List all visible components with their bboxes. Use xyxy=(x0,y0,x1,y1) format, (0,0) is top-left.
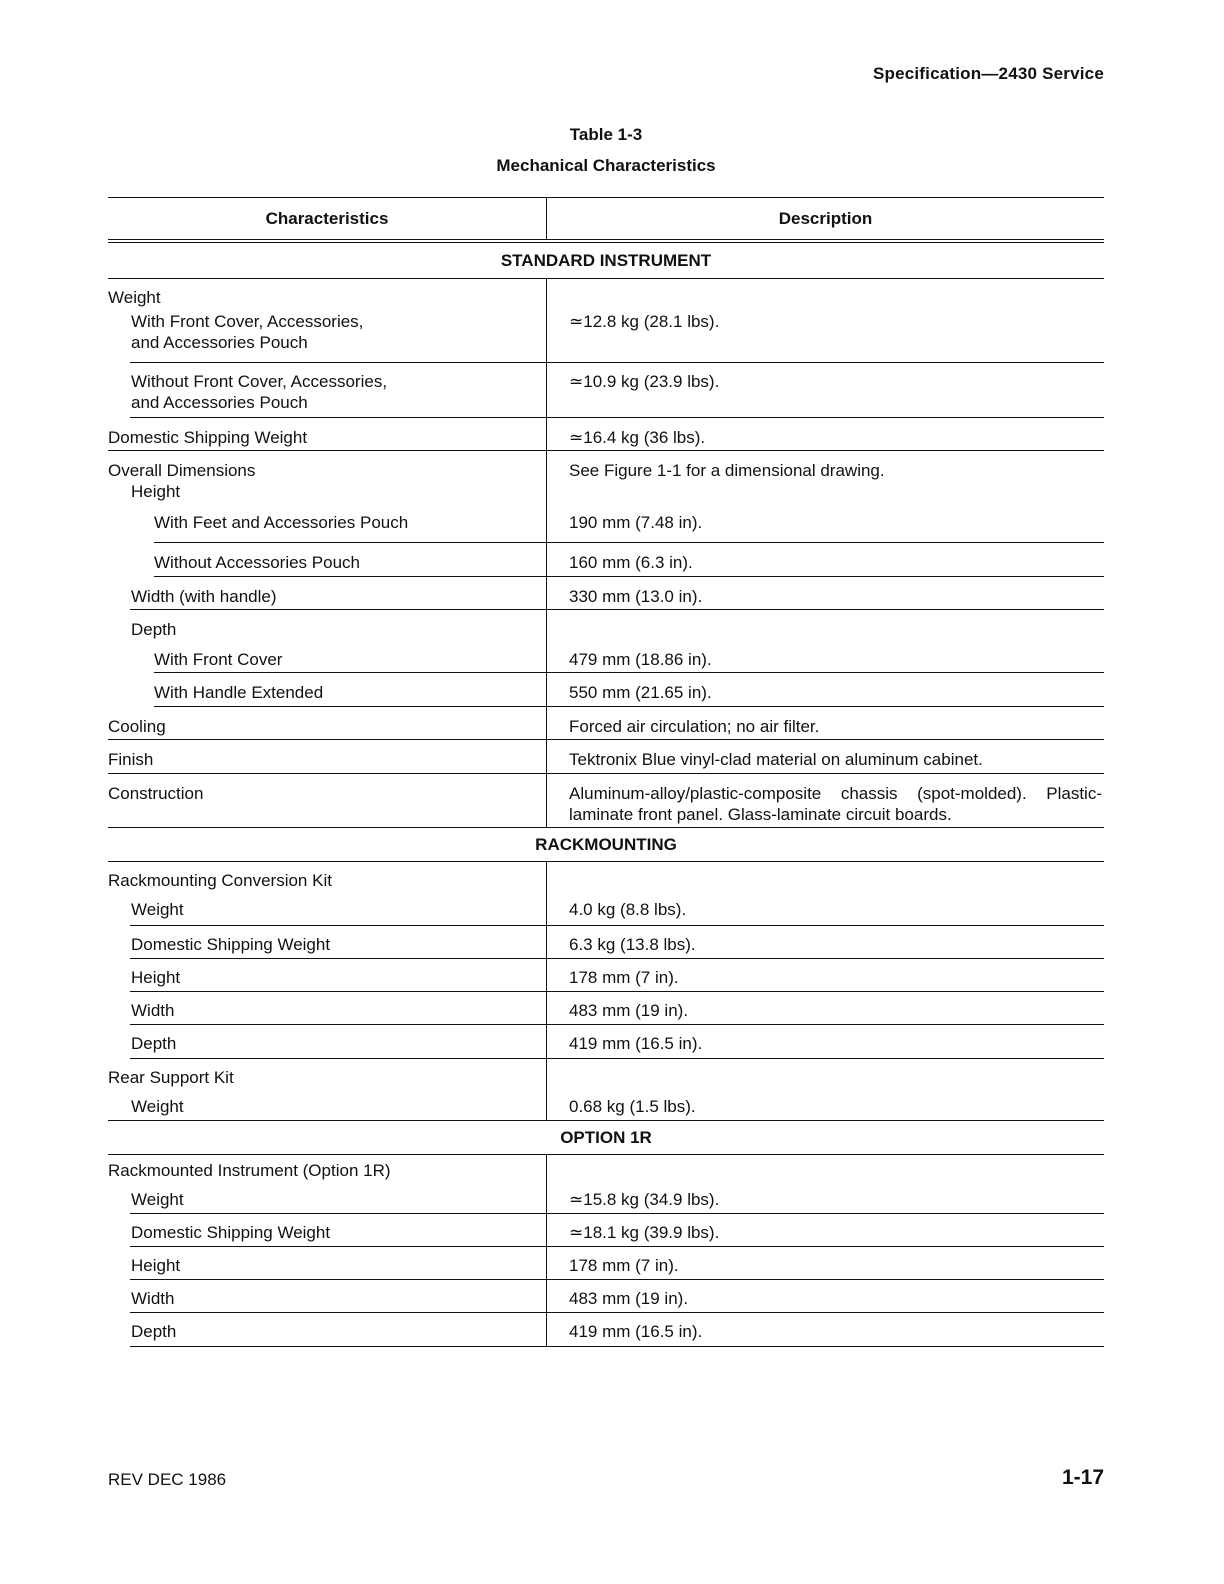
table-number: Table 1-3 xyxy=(569,125,643,144)
row-value: 483 mm (19 in). xyxy=(569,1001,689,1020)
row-label: Domestic Shipping Weight xyxy=(108,428,308,447)
table-row xyxy=(108,992,1104,1025)
row-label: Rear Support Kit xyxy=(108,1068,234,1087)
section-standard-instrument: STANDARD INSTRUMENT xyxy=(108,243,1104,279)
table-row xyxy=(108,1059,1104,1088)
row-value: See Figure 1-1 for a dimensional drawing. xyxy=(569,461,885,480)
row-value: 6.3 kg (13.8 lbs). xyxy=(569,935,696,954)
table-title: Mechanical Characteristics xyxy=(496,156,716,175)
row-value: 419 mm (16.5 in). xyxy=(569,1034,703,1053)
row-value: 4.0 kg (8.8 lbs). xyxy=(569,900,687,919)
row-label: Rackmounted Instrument (Option 1R) xyxy=(108,1161,391,1180)
table-row xyxy=(108,1313,1104,1347)
table-row xyxy=(108,1214,1104,1247)
table-row xyxy=(108,472,1104,501)
row-label: Width xyxy=(131,1001,175,1020)
row-value: 483 mm (19 in). xyxy=(569,1289,689,1308)
row-label: Domestic Shipping Weight xyxy=(131,935,331,954)
running-header: Specification—2430 Service xyxy=(872,64,1104,83)
row-label: Domestic Shipping Weight xyxy=(131,1223,331,1242)
table-row xyxy=(108,1280,1104,1313)
row-value: 178 mm (7 in). xyxy=(569,968,679,987)
table-row xyxy=(108,577,1104,610)
table-header-row xyxy=(108,197,1104,243)
row-label: With Front Cover xyxy=(154,650,283,669)
row-value: 550 mm (21.65 in). xyxy=(569,683,712,702)
table-row xyxy=(108,279,1104,309)
table-row xyxy=(108,774,1104,828)
row-value: 160 mm (6.3 in). xyxy=(569,553,693,572)
row-label: Finish xyxy=(108,750,154,769)
row-label: Height xyxy=(131,482,181,501)
table-row xyxy=(108,926,1104,959)
row-value: 419 mm (16.5 in). xyxy=(569,1322,703,1341)
row-label: Depth xyxy=(131,1322,177,1341)
table-row xyxy=(108,363,1104,418)
row-label: Without Front Cover, Accessories, and Accessories Pouch xyxy=(131,372,388,412)
row-label: Weight xyxy=(131,900,184,919)
row-label: Depth xyxy=(131,620,177,639)
row-value: ≃16.4 kg (36 lbs). xyxy=(569,428,706,447)
row-label: With Front Cover, Accessories, and Accessories Pouch xyxy=(131,312,364,352)
table-row xyxy=(108,309,1104,363)
column-header-description: Description xyxy=(778,208,873,228)
table-row xyxy=(108,1155,1104,1184)
mechanical-characteristics-table xyxy=(108,197,1104,1347)
table-row xyxy=(108,640,1104,673)
table-row xyxy=(108,543,1104,577)
table-row xyxy=(108,1184,1104,1214)
table-row xyxy=(108,501,1104,543)
table-row xyxy=(108,418,1104,451)
row-label: Weight xyxy=(108,288,161,307)
row-value: Forced air circulation; no air filter. xyxy=(569,717,820,736)
row-label: Overall Dimensions xyxy=(108,461,256,480)
row-value: 479 mm (18.86 in). xyxy=(569,650,712,669)
row-value: ≃10.9 kg (23.9 lbs). xyxy=(569,372,720,391)
table-row xyxy=(108,673,1104,707)
row-label: Height xyxy=(131,968,181,987)
row-label: Width (with handle) xyxy=(131,587,277,606)
row-label: With Handle Extended xyxy=(154,683,324,702)
row-value: Aluminum-alloy/plastic-composite chassis (spot-molded). Plastic-laminate front panel. Glass-laminate circuit boards. xyxy=(569,784,1102,824)
table-row xyxy=(108,451,1104,480)
row-label: Width xyxy=(131,1289,175,1308)
section-option-1r: OPTION 1R xyxy=(108,1121,1104,1155)
row-label: Rackmounting Conversion Kit xyxy=(108,871,332,890)
row-value: 178 mm (7 in). xyxy=(569,1256,679,1275)
page-number: 1-17 xyxy=(1061,1466,1104,1489)
column-header-characteristics: Characteristics xyxy=(108,198,547,239)
section-rackmounting: RACKMOUNTING xyxy=(108,828,1104,862)
row-label: Height xyxy=(131,1256,181,1275)
row-value: ≃15.8 kg (34.9 lbs). xyxy=(569,1190,720,1209)
row-label: With Feet and Accessories Pouch xyxy=(154,513,409,532)
table-row xyxy=(108,740,1104,774)
table-row xyxy=(108,959,1104,992)
table-row xyxy=(108,1025,1104,1059)
row-value: 330 mm (13.0 in). xyxy=(569,587,703,606)
row-value: 190 mm (7.48 in). xyxy=(569,513,703,532)
row-label: Without Accessories Pouch xyxy=(154,553,360,572)
row-value: ≃18.1 kg (39.9 lbs). xyxy=(569,1223,720,1242)
table-row xyxy=(108,1088,1104,1121)
table-row xyxy=(108,1247,1104,1280)
row-label: Weight xyxy=(131,1190,184,1209)
row-label: Construction xyxy=(108,784,204,803)
row-value: ≃12.8 kg (28.1 lbs). xyxy=(569,312,720,331)
row-label: Cooling xyxy=(108,717,166,736)
row-label: Weight xyxy=(131,1097,184,1116)
row-label: Depth xyxy=(131,1034,177,1053)
revision-date: REV DEC 1986 xyxy=(108,1470,227,1489)
table-row xyxy=(108,862,1104,891)
row-value: 0.68 kg (1.5 lbs). xyxy=(569,1097,696,1116)
row-value: Tektronix Blue vinyl-clad material on aluminum cabinet. xyxy=(569,750,983,769)
table-row xyxy=(108,610,1104,640)
table-row xyxy=(108,891,1104,926)
table-row xyxy=(108,707,1104,740)
